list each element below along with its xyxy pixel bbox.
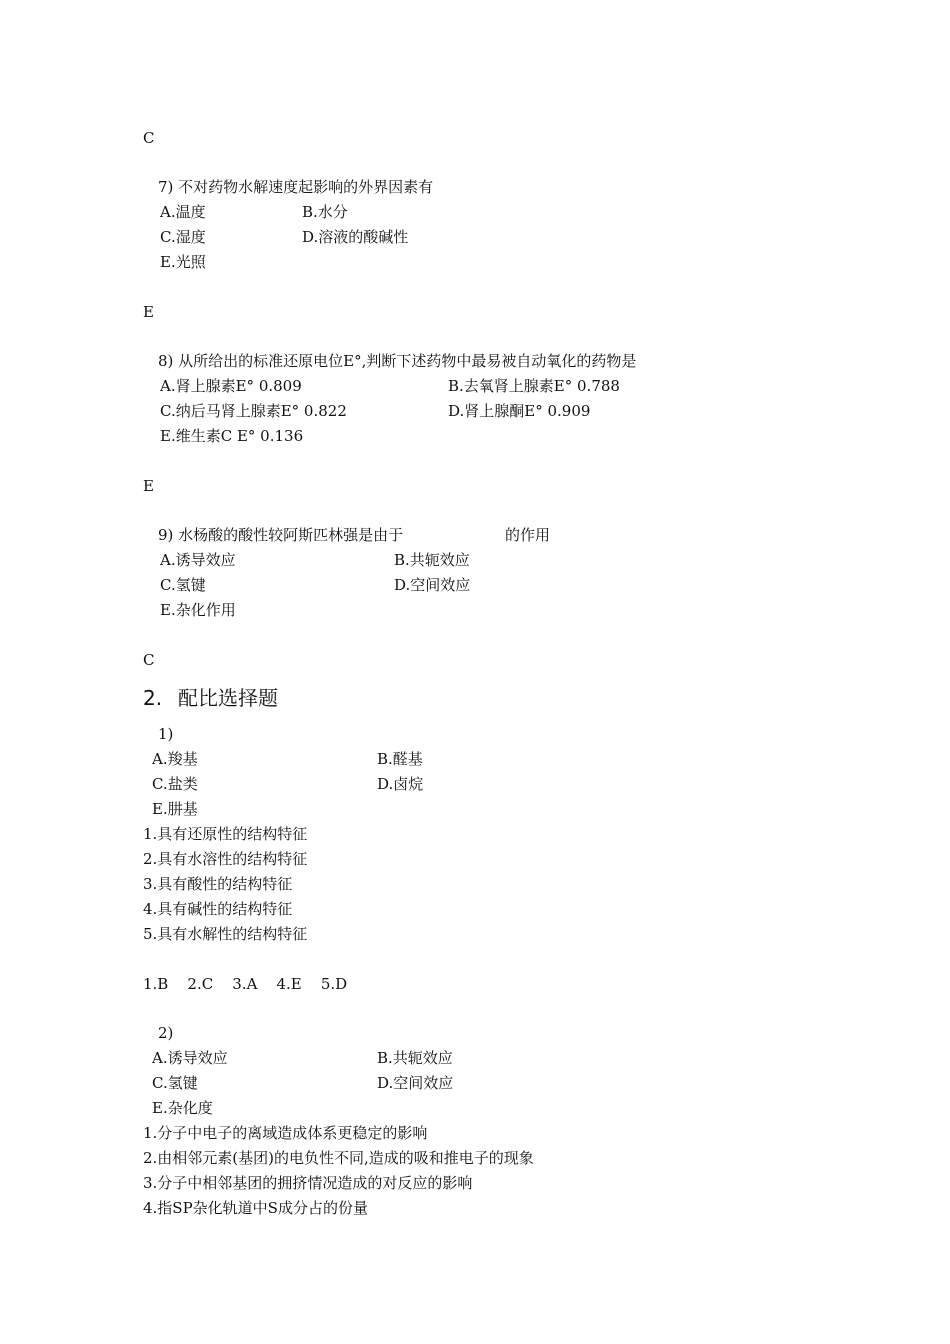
q9-option-c: C.氢键 [160,576,206,594]
m1-item: 5.具有水解性的结构特征 [143,925,308,943]
section-title: 配比选择题 [178,686,278,710]
m1-item: 3.具有酸性的结构特征 [143,875,293,893]
m2-option-d: D.空间效应 [377,1074,454,1092]
q7-option-c: C.湿度 [160,228,206,246]
q7-option-d: D.溶液的酸碱性 [302,228,409,246]
section-number: 2. [143,686,163,710]
q8-title: 8) 从所给出的标准还原电位E°,判断下述药物中最易被自动氧化的药物是 [158,352,637,370]
q8-option-e: E.维生素C E° 0.136 [160,427,304,445]
q9-option-d: D.空间效应 [394,576,471,594]
m1-item: 4.具有碱性的结构特征 [143,900,293,918]
m1-number: 1) [158,725,174,743]
answer-q6: C [143,129,155,147]
q9-option-a: A.诱导效应 [160,551,236,569]
q7-title: 7) 不对药物水解速度起影响的外界因素有 [158,178,434,196]
m1-option-c: C.盐类 [152,775,198,793]
m1-option-e: E.肼基 [152,800,198,818]
m2-item: 4.指SP杂化轨道中S成分占的份量 [143,1199,368,1217]
q8-option-a: A.肾上腺素E° 0.809 [160,377,302,395]
m1-item: 2.具有水溶性的结构特征 [143,850,308,868]
m2-option-b: B.共轭效应 [377,1049,453,1067]
q9-option-b: B.共轭效应 [394,551,470,569]
m2-option-a: A.诱导效应 [152,1049,228,1067]
answer-q7: E [143,303,154,321]
m2-item: 2.由相邻元素(基团)的电负性不同,造成的吸和推电子的现象 [143,1149,534,1167]
m2-item: 1.分子中电子的离域造成体系更稳定的影响 [143,1124,428,1142]
m1-answers: 1.B 2.C 3.A 4.E 5.D [143,975,348,993]
m1-option-b: B.醛基 [377,750,423,768]
m2-number: 2) [158,1024,174,1042]
q7-option-e: E.光照 [160,253,206,271]
q9-option-e: E.杂化作用 [160,601,236,619]
m2-item: 3.分子中相邻基团的拥挤情况造成的对反应的影响 [143,1174,473,1192]
q8-option-c: C.纳后马肾上腺素E° 0.822 [160,402,347,420]
q7-option-b: B.水分 [302,203,348,221]
answer-q8: E [143,477,154,495]
q8-option-b: B.去氧肾上腺素E° 0.788 [448,377,620,395]
q9-title-suffix: 的作用 [505,526,551,544]
m1-option-a: A.羧基 [152,750,198,768]
answer-q9: C [143,651,155,669]
m2-option-c: C.氢键 [152,1074,198,1092]
m1-item: 1.具有还原性的结构特征 [143,825,308,843]
q8-option-d: D.肾上腺酮E° 0.909 [448,402,591,420]
q7-option-a: A.温度 [160,203,206,221]
q9-title: 9) 水杨酸的酸性较阿斯匹林强是由于 [158,526,404,544]
m1-option-d: D.卤烷 [377,775,424,793]
m2-option-e: E.杂化度 [152,1099,213,1117]
